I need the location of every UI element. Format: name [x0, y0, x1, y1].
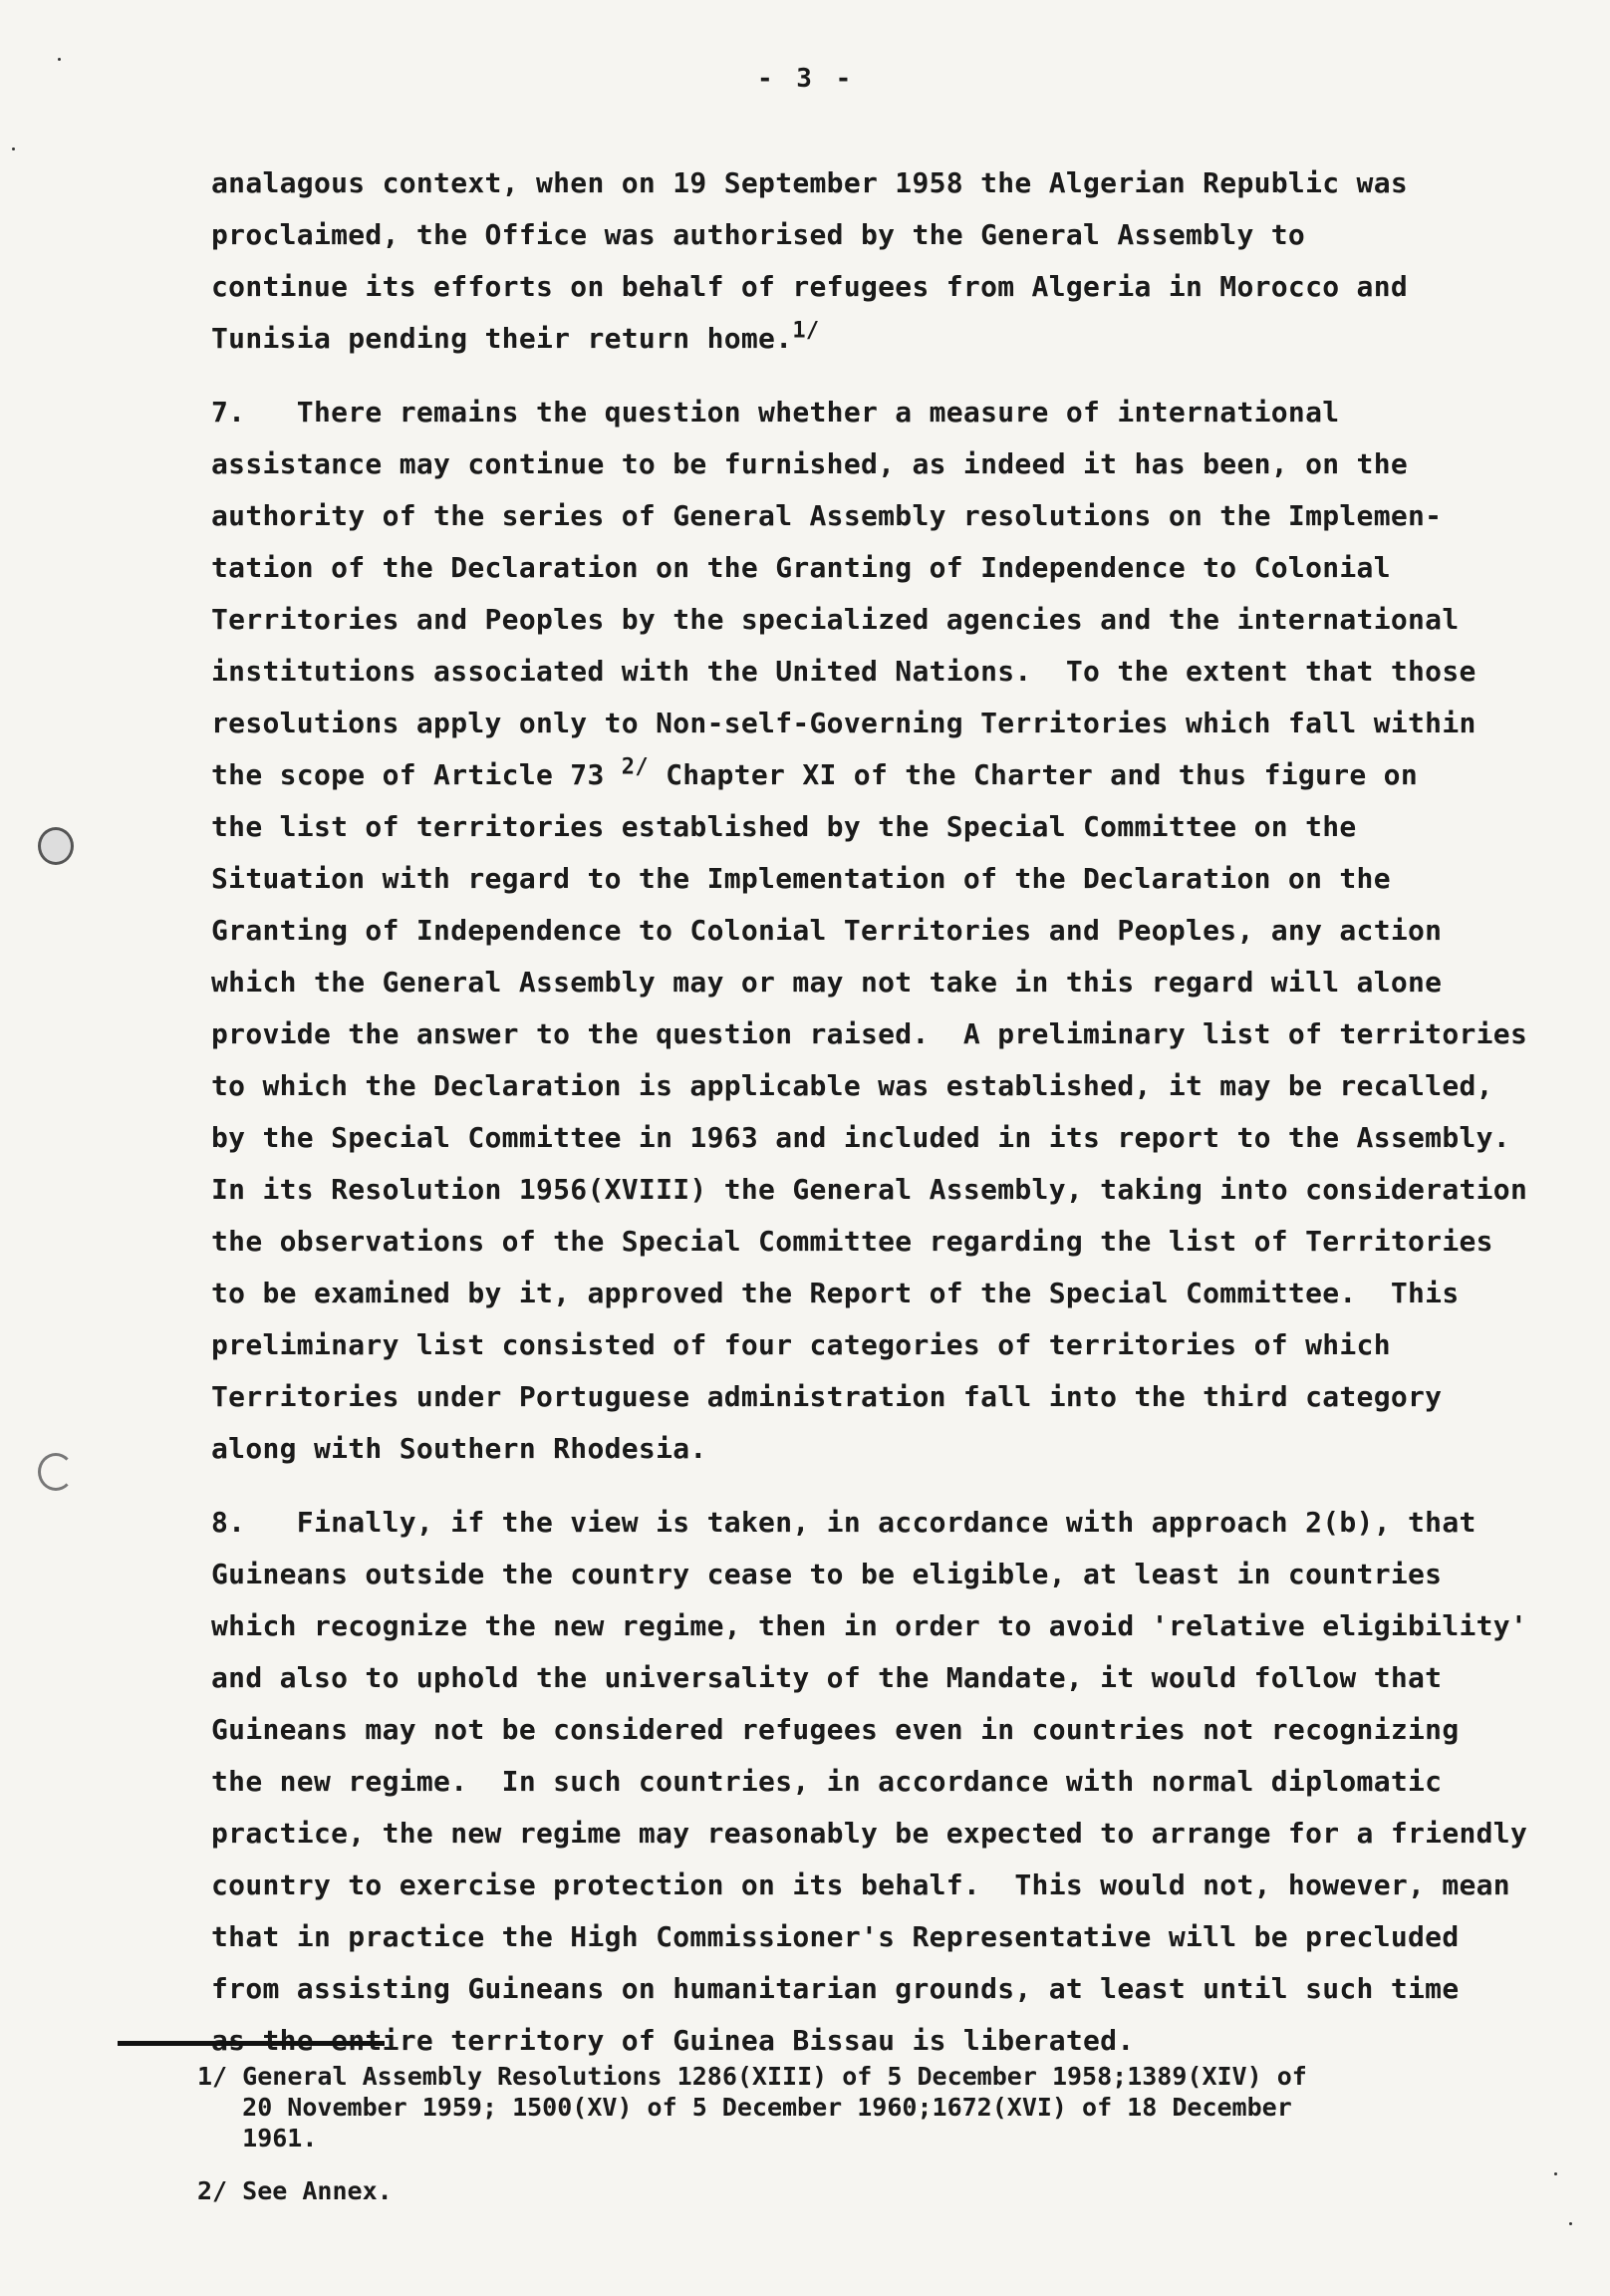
paragraph-7	[211, 387, 1526, 1475]
text-line: Territories and Peoples by the specialized agencies and the international	[211, 603, 1460, 636]
footnote-reference: 1/	[792, 318, 820, 344]
text-line: by the Special Committee in 1963 and included in its report to the Assembly.	[211, 1121, 1510, 1154]
footnote-1	[197, 2061, 1492, 2153]
scan-speck	[1554, 2172, 1557, 2175]
footnote-divider	[118, 2041, 385, 2046]
text-line	[211, 749, 1526, 801]
text-line: assistance may continue to be furnished, as indeed it has been, on the	[211, 447, 1409, 480]
text-line: resolutions apply only to Non-self-Governing Territories which fall within	[211, 707, 1476, 739]
text-line: to which the Declaration is applicable was established, it may be recalled,	[211, 1069, 1493, 1102]
text-line: which recognize the new regime, then in order to avoid 'relative eligibility'	[211, 1609, 1528, 1642]
footnote-line	[197, 2061, 1492, 2092]
text-segment: Tunisia pending their return home.	[211, 322, 793, 355]
text-line: as the entire territory of Guinea Bissau is liberated.	[211, 2024, 1135, 2057]
text-segment: General Assembly Resolutions 1286(XIII) of 5 December 1958;1389(XIV) of	[242, 2062, 1307, 2091]
scan-speck	[1569, 2222, 1572, 2225]
text-line: to be examined by it, approved the Report of the Special Committee. This	[211, 1277, 1460, 1309]
text-line: provide the answer to the question raised. A preliminary list of territories	[211, 1017, 1528, 1050]
text-segment: Chapter XI of the Charter and thus figure on	[666, 758, 1418, 791]
text-line: practice, the new regime may reasonably be expected to arrange for a friendly	[211, 1817, 1528, 1850]
text-line: Territories under Portuguese administration fall into the third category	[211, 1380, 1443, 1413]
text-line: authority of the series of General Assembly resolutions on the Implemen-	[211, 499, 1443, 532]
text-line: In its Resolution 1956(XVIII) the General Assembly, taking into consideration	[211, 1173, 1528, 1206]
document-body	[211, 157, 1526, 2089]
footnote-2	[197, 2175, 1492, 2206]
text-line: Guineans outside the country cease to be eligible, at least in countries	[211, 1558, 1443, 1590]
text-line: that in practice the High Commissioner's Representative will be precluded	[211, 1920, 1460, 1953]
text-line: Granting of Independence to Colonial Territories and Peoples, any action	[211, 914, 1443, 947]
punch-hole	[38, 827, 74, 865]
paragraph-6-continuation	[211, 157, 1526, 365]
text-line: Guineans may not be considered refugees even in countries not recognizing	[211, 1713, 1460, 1746]
text-segment: See Annex.	[242, 2176, 393, 2205]
text-line: country to exercise protection on its behalf. This would not, however, mean	[211, 1868, 1510, 1901]
text-line: tation of the Declaration on the Granting of Independence to Colonial	[211, 551, 1391, 584]
text-line: continue its efforts on behalf of refugees from Algeria in Morocco and	[211, 270, 1409, 303]
text-segment: the scope of Article 73	[211, 758, 605, 791]
text-line: institutions associated with the United Nations. To the extent that those	[211, 655, 1476, 688]
text-line: preliminary list consisted of four categories of territories of which	[211, 1328, 1391, 1361]
footnote-marker: 1/	[197, 2062, 228, 2091]
text-line: 7. There remains the question whether a measure of international	[211, 396, 1340, 429]
text-segment: 20 November 1959; 1500(XV) of 5 December 1960;1672(XVI) of 18 December	[242, 2093, 1292, 2122]
text-line: 8. Finally, if the view is taken, in accordance with approach 2(b), that	[211, 1506, 1476, 1539]
text-line: from assisting Guineans on humanitarian grounds, at least until such time	[211, 1972, 1460, 2005]
punch-hole	[38, 1453, 74, 1491]
scan-speck	[12, 147, 15, 150]
text-line: analagous context, when on 19 September 1958 the Algerian Republic was	[211, 166, 1409, 199]
text-line: Situation with regard to the Implementation of the Declaration on the	[211, 862, 1391, 895]
text-line: the new regime. In such countries, in accordance with normal diplomatic	[211, 1765, 1443, 1798]
text-segment: 1961.	[242, 2124, 318, 2152]
scan-speck	[58, 58, 61, 61]
text-line: the observations of the Special Committee regarding the list of Territories	[211, 1225, 1493, 1258]
text-line: along with Southern Rhodesia.	[211, 1432, 707, 1465]
footnote-line	[197, 2123, 1492, 2153]
text-line: and also to uphold the universality of the Mandate, it would follow that	[211, 1661, 1443, 1694]
footnote-marker: 2/	[197, 2176, 228, 2205]
text-line: the list of territories established by the Special Committee on the	[211, 810, 1357, 843]
text-line: which the General Assembly may or may not take in this regard will alone	[211, 966, 1443, 999]
footnotes	[197, 2061, 1492, 2228]
footnote-reference: 2/	[621, 754, 649, 780]
footnote-line	[197, 2175, 1492, 2206]
page-number: - 3 -	[757, 64, 856, 94]
footnote-line	[197, 2092, 1492, 2123]
text-line	[211, 313, 1526, 365]
paragraph-8	[211, 1497, 1526, 2067]
text-line: proclaimed, the Office was authorised by the General Assembly to	[211, 218, 1306, 251]
